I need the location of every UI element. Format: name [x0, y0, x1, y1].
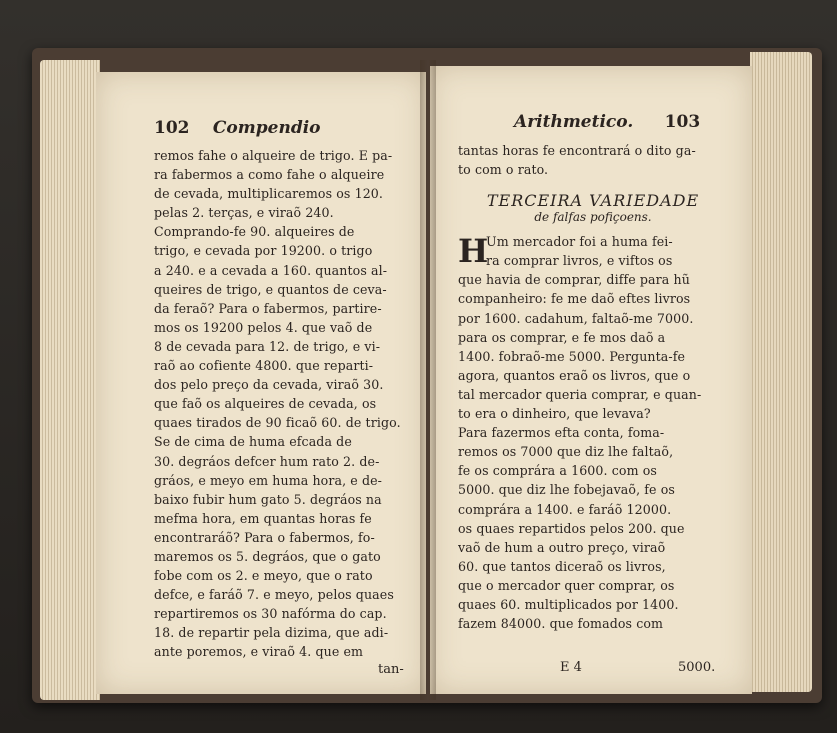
text-line: to era o dinheiro, que levava?	[458, 406, 651, 422]
text-line: que o mercador quer comprar, os	[458, 577, 675, 593]
text-line: comprára a 1400. e faráõ 12000.	[458, 501, 672, 517]
left-page	[96, 72, 426, 694]
text-line: 8 de cevada para 12. de trigo, e vi-	[154, 338, 381, 354]
section-subtitle: de falfas pofiçoens.	[534, 210, 652, 225]
right-catchword: 5000.	[678, 660, 716, 675]
text-line: trigo, e cevada por 19200. o trigo	[154, 243, 373, 259]
text-line: queires de trigo, e quantos de ceva-	[154, 281, 387, 297]
right-running-title: Arithmetico.	[514, 112, 634, 132]
text-line: remos os 7000 que diz lhe faltaõ,	[458, 444, 674, 460]
text-line: pelas 2. terças, e viraõ 240.	[154, 205, 334, 221]
text-line: to com o rato.	[458, 162, 549, 178]
text-line: os quaes repartidos pelos 200. que	[458, 520, 685, 536]
left-page-text	[154, 146, 408, 662]
text-line: 1400. fobraõ-me 5000. Pergunta-fe	[458, 348, 686, 364]
text-line: encontraráõ? Para o fabermos, fo-	[154, 529, 375, 545]
text-line: 18. de repartir pela dizima, que adi-	[154, 625, 389, 641]
text-line: Um mercador foi a huma fei-	[486, 234, 673, 250]
text-line: fazem 84000. que fomados com	[458, 616, 664, 632]
text-line: mos os 19200 pelos 4. que vaõ de	[154, 319, 373, 335]
left-page-edges	[40, 60, 100, 700]
text-line: agora, quantos eraõ os livros, que o	[458, 367, 691, 383]
right-page-edges	[750, 52, 812, 692]
text-line: de cevada, multiplicaremos os 120.	[154, 186, 384, 202]
text-line: ante poremos, e viraõ 4. que em	[154, 644, 364, 660]
text-line: fe os comprára a 1600. com os	[458, 463, 657, 479]
signature-mark: E 4	[560, 660, 582, 675]
right-body-text	[458, 270, 728, 633]
right-page-number: 103	[664, 112, 701, 132]
text-line: raõ ao cofiente 4800. que reparti-	[154, 358, 374, 374]
text-line: Comprando-fe 90. alqueires de	[154, 224, 355, 240]
text-line: para os comprar, e fe mos daõ a	[458, 329, 666, 345]
text-line: remos fahe o alqueire de trigo. E pa-	[154, 148, 393, 163]
left-running-title: Compendio	[212, 118, 321, 138]
text-line: a 240. e a cevada a 160. quantos al-	[154, 262, 388, 278]
text-line: quaes tirados de 90 ficaõ 60. de trigo.	[154, 415, 401, 431]
text-line: 60. que tantos diceraõ os livros,	[458, 558, 666, 574]
text-line: 30. degráos defcer hum rato 2. de-	[154, 453, 380, 469]
text-line: quaes 60. multiplicados por 1400.	[458, 596, 679, 612]
text-line: ra fabermos a como fahe o alqueire	[154, 167, 385, 183]
right-page-text	[458, 141, 728, 633]
text-line: repartiremos os 30 nafórma do cap.	[154, 606, 387, 622]
text-line: vaõ de hum a outro preço, viraõ	[458, 539, 666, 555]
text-line: tal mercador queria comprar, e quan-	[458, 386, 702, 402]
section-title: TERCEIRA VARIEDADE	[486, 191, 700, 211]
text-line: fobe com os 2. e meyo, que o rato	[154, 568, 373, 584]
text-line: Para fazermos efta conta, foma-	[458, 425, 665, 441]
right-page-header	[514, 112, 700, 132]
drop-cap-lines	[486, 232, 728, 270]
drop-cap-block	[458, 232, 728, 270]
right-page	[430, 66, 752, 694]
text-line: ra comprar livros, e viftos os	[486, 253, 673, 269]
text-line: que faõ os alqueires de cevada, os	[154, 396, 377, 412]
text-line: mefma hora, em quantas horas fe	[154, 510, 372, 526]
left-page-header	[154, 118, 321, 138]
text-line: que havia de comprar, diffe para hũ	[458, 272, 690, 288]
text-line: companheiro: fe me daõ eftes livros	[458, 291, 691, 307]
text-line: maremos os 5. degráos, que o gato	[154, 548, 381, 564]
text-line: gráos, e meyo em huma hora, e de-	[154, 472, 383, 488]
text-line: 5000. que diz lhe fobejavaõ, fe os	[458, 482, 675, 498]
left-catchword: tan-	[378, 662, 404, 677]
book-gutter	[420, 60, 436, 700]
text-line: defce, e faráõ 7. e meyo, pelos quaes	[154, 587, 394, 603]
text-line: por 1600. cadahum, faltaõ-me 7000.	[458, 310, 694, 326]
right-top-text	[458, 141, 728, 179]
text-line: da feraõ? Para o fabermos, partire-	[154, 300, 382, 316]
text-line: baixo fubir hum gato 5. degráos na	[154, 491, 382, 507]
text-line: Se de cima de huma efcada de	[154, 434, 352, 450]
text-line: tantas horas fe encontrará o dito ga-	[458, 143, 696, 158]
left-page-number: 102	[154, 118, 190, 138]
text-line: dos pelo preço da cevada, viraõ 30.	[154, 377, 384, 393]
drop-cap: H	[458, 232, 489, 271]
